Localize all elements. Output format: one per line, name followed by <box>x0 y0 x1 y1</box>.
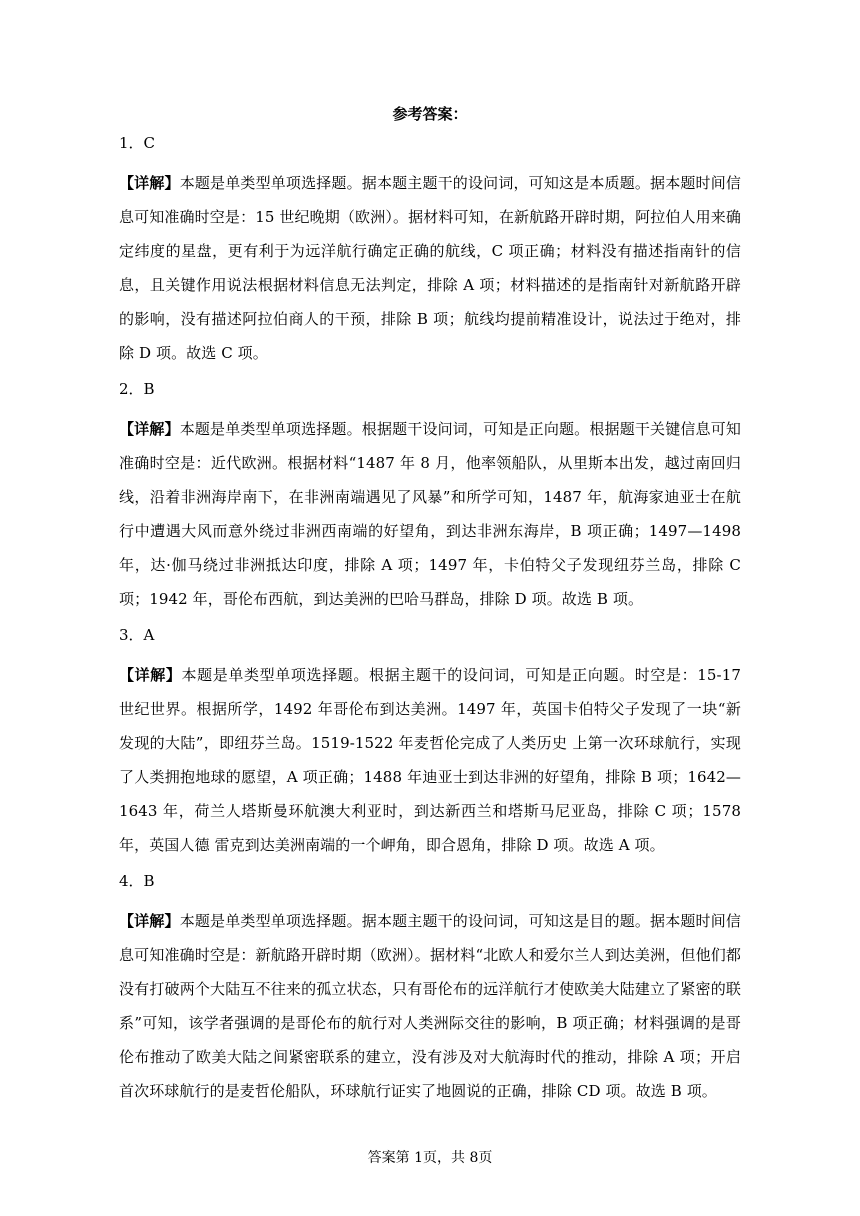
page-footer: 答案第 1页，共 8页 <box>367 1150 493 1166</box>
answer-item-4 <box>119 870 741 1108</box>
explanation-tag: 【详解】 <box>119 912 180 930</box>
answer-explanation <box>119 412 741 616</box>
answer-explanation <box>119 166 741 370</box>
answer-number: 1．C <box>119 134 156 152</box>
page-title: 参考答案： <box>392 105 468 123</box>
explanation-text: 本题是单类型单项选择题。据本题主题干的设问词，可知这是本质题。据本题时间信息可知准确时空是：15 世纪晚期（欧洲）。据材料可知，在新航路开辟时期，阿拉伯人用来确定纬度的星盘，更有利于为远洋航行确定正确的航线，C 项正确；材料没有描述指南针的信息，且关键作用说法根据材料信息无法判定，排除 A 项；材料描述的是指南针对新航路开辟的影响，没有描述阿拉伯商人的干预，排除 B 项；航线均提前精准设计，说法过于绝对，排除 D 项。故选 C 项。 <box>119 174 741 362</box>
answer-item-1 <box>119 132 741 370</box>
answer-item-3 <box>119 624 741 862</box>
answer-number: 3．A <box>119 626 155 644</box>
answer-number: 2．B <box>119 380 155 398</box>
explanation-text: 本题是单类型单项选择题。根据题干设问词，可知是正向题。根据题干关键信息可知准确时空是：近代欧洲。根据材料“1487 年 8 月，他率领船队，从里斯本出发，越过南回归线，沿着非洲海岸南下，在非洲南端遇见了风暴”和所学可知，1487 年，航海家迪亚士在航行中遭遇大风而意外绕过非洲西南端的好望角，到达非洲东海岸，B 项正确；1497—1498 年，达·伽马绕过非洲抵达印度，排除 A 项；1497 年，卡伯特父子发现纽芬兰岛，排除 C 项；1942 年，哥伦布西航，到达美洲的巴哈马群岛，排除 D 项。故选 B 项。 <box>119 420 741 608</box>
explanation-text: 本题是单类型单项选择题。据本题主题干的设问词，可知这是目的题。据本题时间信息可知准确时空是：新航路开辟时期（欧洲）。据材料“北欧人和爱尔兰人到达美洲，但他们都没有打破两个大陆互不往来的孤立状态，只有哥伦布的远洋航行才使欧美大陆建立了紧密的联系”可知，该学者强调的是哥伦布的航行对人类洲际交往的影响，B 项正确；材料强调的是哥伦布推动了欧美大陆之间紧密联系的建立，没有涉及对大航海时代的推动，排除 A 项；开启首次环球航行的是麦哲伦船队，环球航行证实了地圆说的正确，排除 CD 项。故选 B 项。 <box>119 912 741 1100</box>
answer-explanation <box>119 658 741 862</box>
answer-list <box>119 132 741 1116</box>
explanation-tag: 【详解】 <box>119 666 182 684</box>
answer-explanation <box>119 904 741 1108</box>
explanation-text: 本题是单类型单项选择题。根据主题干的设问词，可知是正向题。时空是：15-17 世纪世界。根据所学，1492 年哥伦布到达美洲。1497 年，英国卡伯特父子发现了一块“新发现的大陆”，即纽芬兰岛。1519-1522 年麦哲伦完成了人类历史 上第一次环球航行，实现了人类拥抱地球的愿望，A 项正确；1488 年迪亚士到达非洲的好望角，排除 B 项；1642—1643 年，荷兰人塔斯曼环航澳大利亚时，到达新西兰和塔斯马尼亚岛，排除 C 项；1578 年，英国人德 雷克到达美洲南端的一个岬角，即合恩角，排除 D 项。故选 A 项。 <box>119 666 741 854</box>
explanation-tag: 【详解】 <box>119 420 180 438</box>
explanation-tag: 【详解】 <box>119 174 180 192</box>
answer-number: 4．B <box>119 872 155 890</box>
answer-item-2 <box>119 378 741 616</box>
